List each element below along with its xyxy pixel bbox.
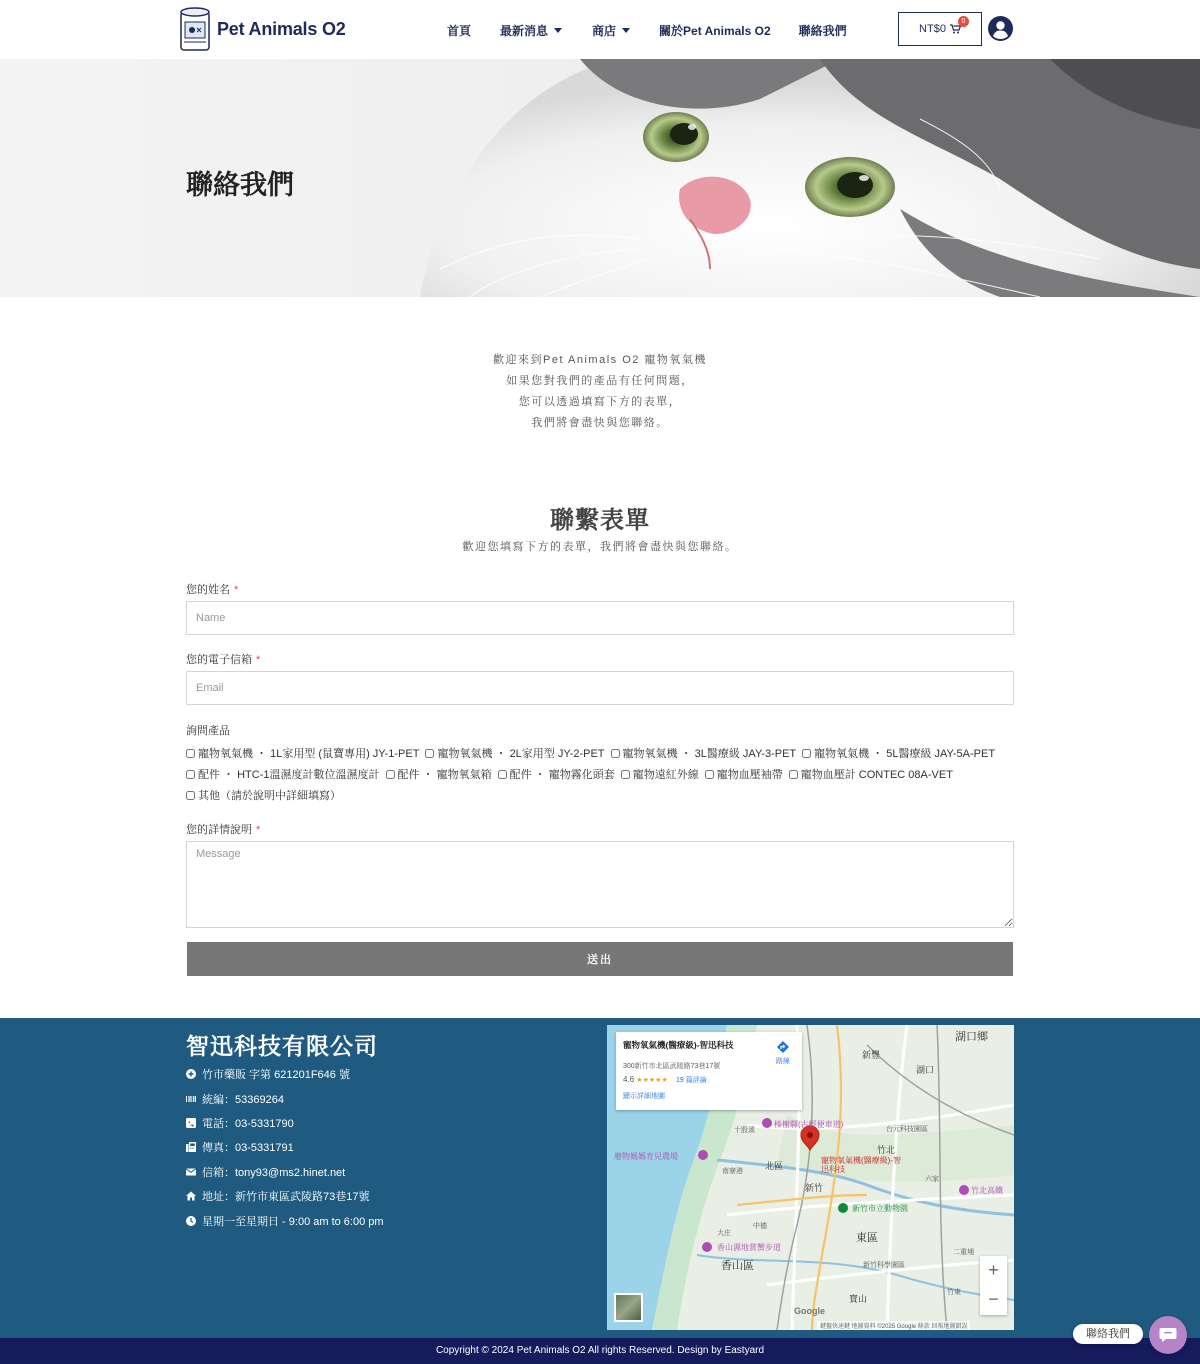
envelope-icon [186, 1167, 196, 1177]
star-rating-icon: ★★★★★ [636, 1077, 668, 1084]
info-row: 統編：53369264 [186, 1086, 384, 1110]
chat-label[interactable]: 聯絡我們 [1073, 1324, 1143, 1344]
email-label: 您的電子信箱 * [186, 654, 261, 666]
form-subtitle: 歡迎您填寫下方的表單，我們將會盡快與您聯絡。 [462, 541, 738, 553]
directions-button[interactable]: 路線 [776, 1040, 790, 1066]
product-option[interactable]: 寵物血壓計 CONTEC 08A-VET [789, 766, 953, 782]
map-label: 香山區 [721, 1260, 754, 1272]
caret-down-icon [622, 28, 630, 33]
product-checkbox[interactable] [789, 770, 798, 779]
product-option[interactable]: 配件 ・ 寵物霧化頭套 [498, 766, 615, 782]
product-option[interactable]: 配件 ・ 寵物氧氣箱 [386, 766, 492, 782]
product-checkbox[interactable] [186, 791, 195, 800]
company-info-list [186, 1062, 384, 1233]
map-label: 中德 [753, 1223, 767, 1230]
map-label: 六家 [925, 1176, 939, 1183]
main-nav [447, 22, 847, 39]
site-logo[interactable] [178, 6, 346, 52]
map-label: 大庄 [717, 1230, 731, 1237]
info-row: 電話：03-5331790 [186, 1111, 384, 1135]
company-name: 智迅科技有限公司 [186, 1033, 378, 1059]
product-option[interactable]: 寵物遠紅外線 [621, 766, 699, 782]
name-input[interactable] [186, 601, 1014, 635]
product-checkbox[interactable] [621, 770, 630, 779]
user-account-icon[interactable] [988, 16, 1013, 41]
email-input[interactable] [186, 671, 1014, 705]
map-label: 台元科技園區 [886, 1126, 928, 1133]
product-option[interactable]: 寵物氧氣機 ・ 2L家用型 JY-2-PET [425, 745, 604, 761]
google-map[interactable] [607, 1025, 1014, 1330]
intro-line: 您可以透過填寫下方的表單， [518, 396, 682, 408]
info-row: 傳真：03-5331791 [186, 1135, 384, 1159]
map-label: 竹東 [947, 1289, 961, 1296]
map-label: 新竹 [805, 1183, 824, 1193]
map-label: 竹北 [877, 1145, 896, 1155]
product-option[interactable]: 其他（請於說明中詳細填寫） [186, 787, 341, 803]
required-mark: * [256, 824, 261, 836]
chat-button[interactable] [1149, 1316, 1187, 1354]
oxygen-can-logo-icon [178, 6, 212, 52]
satellite-toggle[interactable] [614, 1293, 643, 1322]
intro-line: 我們將會盡快與您聯絡。 [531, 417, 669, 429]
intro-line: 如果您對我們的產品有任何問題， [506, 375, 694, 387]
product-option[interactable]: 寵物血壓袖帶 [705, 766, 783, 782]
map-label: 二重埔 [953, 1249, 974, 1256]
google-logo: Google [794, 1306, 825, 1316]
map-label: 榛榭驛(古輕便車道) [774, 1120, 844, 1129]
site-footer [0, 1018, 1200, 1338]
product-checkbox[interactable] [611, 749, 620, 758]
nav-item-about[interactable] [659, 22, 771, 39]
place-address: 300新竹市北區武陵路73巷17號 [623, 1063, 721, 1070]
nav-item-label: 商店 [592, 24, 617, 38]
product-option[interactable]: 寵物氧氣機 ・ 5L醫療級 JAY-5A-PET [802, 745, 995, 761]
zoom-out-button[interactable]: − [988, 1289, 999, 1309]
info-row: 竹市藥販 字第 621201F646 號 [186, 1062, 384, 1086]
map-label: 新竹科學園區 [863, 1262, 905, 1269]
map-label: 湖口鄉 [955, 1031, 988, 1043]
home-icon [186, 1191, 196, 1201]
product-checkbox[interactable] [498, 770, 507, 779]
product-label: 詢問產品 [186, 725, 230, 737]
nav-item-shop[interactable] [592, 22, 630, 39]
product-checkbox[interactable] [705, 770, 714, 779]
map-label: 南寮港 [722, 1168, 743, 1175]
map-label: 十股溪 [734, 1127, 755, 1134]
product-checkbox[interactable] [186, 770, 195, 779]
cart-total: NT$0 [919, 23, 946, 35]
site-header [0, 0, 1200, 59]
view-larger-map-link[interactable]: 顯示詳細地圖 [623, 1093, 665, 1100]
product-checkbox[interactable] [186, 749, 195, 758]
info-row: 地址：新竹市東區武陵路73巷17號 [186, 1184, 384, 1208]
message-label: 您的詳情說明 * [186, 824, 261, 836]
required-mark: * [256, 654, 261, 666]
barcode-icon [186, 1094, 196, 1104]
product-option[interactable]: 寵物氧氣機 ・ 3L醫療級 JAY-3-PET [611, 745, 797, 761]
product-option[interactable]: 寵物氧氣機 ・ 1L家用型 (鼠寶專用) JY-1-PET [186, 745, 419, 761]
map-label: 新豐 [862, 1050, 881, 1060]
nav-item-home[interactable] [447, 22, 471, 39]
product-checkbox[interactable] [802, 749, 811, 758]
copyright-bar: Copyright © 2024 Pet Animals O2 All rights Reserved. Design by Eastyard [0, 1338, 1200, 1364]
intro-line: 歡迎來到Pet Animals O2 寵物氧氣機 [493, 354, 707, 366]
reviews-link[interactable]: 19 篇評論 [675, 1077, 707, 1084]
clock-icon [186, 1216, 196, 1226]
product-checkbox[interactable] [386, 770, 395, 779]
message-textarea[interactable] [186, 841, 1014, 928]
cart-count-badge: 0 [958, 16, 969, 27]
form-title: 聯繫表單 [550, 507, 650, 534]
nav-item-label: 關於Pet Animals O2 [659, 24, 771, 38]
map-attribution[interactable]: 鍵盤快速鍵 地圖資料 ©2025 Google 條款 回報地圖錯誤 [817, 1321, 970, 1330]
product-checkbox[interactable] [425, 749, 434, 758]
nav-item-label: 最新消息 [500, 24, 549, 38]
name-label: 您的姓名 * [186, 584, 239, 596]
product-option[interactable]: 配件 ・ HTC-1溫濕度計數位溫濕度計 [186, 766, 380, 782]
product-checkbox-row [186, 787, 347, 803]
nav-item-label: 首頁 [447, 24, 472, 38]
submit-button[interactable]: 送出 [187, 942, 1013, 976]
chat-bubble-icon [1159, 1327, 1177, 1343]
map-label: 湖口 [916, 1065, 935, 1075]
caret-down-icon [554, 28, 562, 33]
phone-icon [186, 1118, 196, 1128]
zoom-in-button[interactable]: + [988, 1260, 999, 1280]
info-row: 信箱：tony93@ms2.hinet.net [186, 1160, 384, 1184]
hero-banner [0, 59, 1200, 297]
map-label: 竹北高鐵 [971, 1186, 1003, 1195]
product-checkbox-row [186, 766, 959, 782]
info-row: 星期一至星期日 - 9:00 am to 6:00 pm [186, 1208, 384, 1232]
place-name: 寵物氧氣機(醫療級)-智迅科技 [623, 1040, 734, 1050]
map-place-card [616, 1032, 802, 1110]
map-label: 北區 [765, 1161, 784, 1171]
product-checkbox-row [186, 745, 1001, 761]
map-label: 東區 [856, 1232, 878, 1244]
map-zoom-controls [980, 1256, 1007, 1315]
nav-item-contact[interactable] [799, 22, 847, 39]
fax-icon [186, 1142, 196, 1152]
nav-item-label: 聯絡我們 [798, 24, 847, 38]
logo-text: Pet Animals O2 [217, 18, 346, 39]
cart-button[interactable] [898, 12, 982, 46]
map-label: 寶山 [849, 1294, 868, 1304]
intro-text [0, 350, 1200, 434]
map-pin-label[interactable]: 寵物氧氣機(醫療級)-智迅科技 [821, 1156, 901, 1174]
page-title: 聯絡我們 [186, 170, 294, 200]
nav-item-news[interactable] [500, 22, 562, 39]
map-label: 香山濕地賞蟹步道 [717, 1243, 781, 1252]
plus-circle-icon [186, 1069, 196, 1079]
map-label: 廢物媽媽育兒農場 [614, 1152, 678, 1161]
cat-photo [0, 59, 1200, 297]
directions-icon [776, 1040, 790, 1054]
map-label: 新竹市立動物園 [852, 1204, 908, 1213]
place-rating: 4.6 ★★★★★ 19 篇評論 [623, 1075, 707, 1084]
required-mark: * [234, 584, 239, 596]
